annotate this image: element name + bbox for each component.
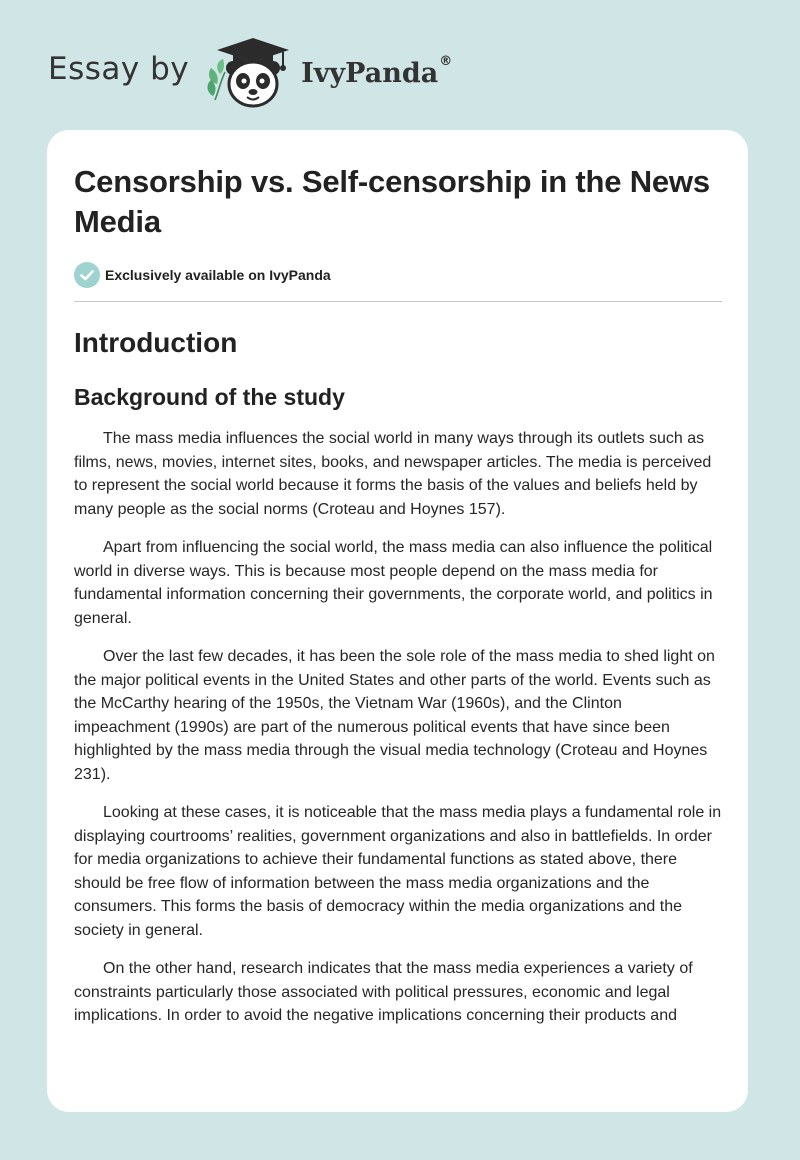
article-card xyxy=(47,130,748,1112)
title-divider xyxy=(74,301,722,302)
site-brand[interactable] xyxy=(48,34,452,110)
brand-name: IvyPanda® xyxy=(301,53,453,89)
brand-prefix: Essay by xyxy=(48,51,190,87)
check-circle-icon xyxy=(74,262,100,288)
section-heading: Introduction xyxy=(74,327,238,358)
body-paragraph: Looking at these cases, it is noticeable that the mass media plays a fundamental role in displaying courtrooms’ realities, government organizations and also in battlefields. In order for media organizations to achieve their fundamental functions as stated above, there should be free flow of information between the mass media organizations and the consumers. This forms the basis of democracy within the media organizations and the society in general. xyxy=(74,804,722,939)
body-paragraph: On the other hand, research indicates that the mass media experiences a variety of constraints particularly those associated with political pressures, economic and legal implications. In order to avoid the negative implications concerning their products and xyxy=(74,960,693,1024)
article-body xyxy=(74,427,722,1028)
article-title: Censorship vs. Self-censorship in the News Media xyxy=(74,164,710,239)
exclusive-badge xyxy=(74,262,722,288)
panda-logo-icon xyxy=(203,34,299,110)
subsection-heading: Background of the study xyxy=(74,384,345,410)
body-paragraph: Apart from influencing the social world, the mass media can also influence the political world in diverse ways. This is because most people depend on the mass media for fundamental information concerning their governments, the corporate world, and politics in general. xyxy=(74,539,713,627)
body-paragraph: Over the last few decades, it has been the sole role of the mass media to shed light on the major political events in the United States and other parts of the world. Events such as the McCarthy hearing of the 1950s, the Vietnam War (1960s), and the Clinton impeachment (1990s) are part of the numerous political events that have since been highlighted by the mass media through the visual media technology (Croteau and Hoynes 231). xyxy=(74,648,715,783)
exclusive-label: Exclusively available on IvyPanda xyxy=(105,267,331,283)
registered-mark: ® xyxy=(439,53,453,69)
body-paragraph: The mass media influences the social world in many ways through its outlets such as films, news, movies, internet sites, books, and newspaper articles. The media is perceived to represent the social world because it forms the basis of the values and beliefs held by many people as the social norms (Croteau and Hoynes 157). xyxy=(74,430,712,518)
